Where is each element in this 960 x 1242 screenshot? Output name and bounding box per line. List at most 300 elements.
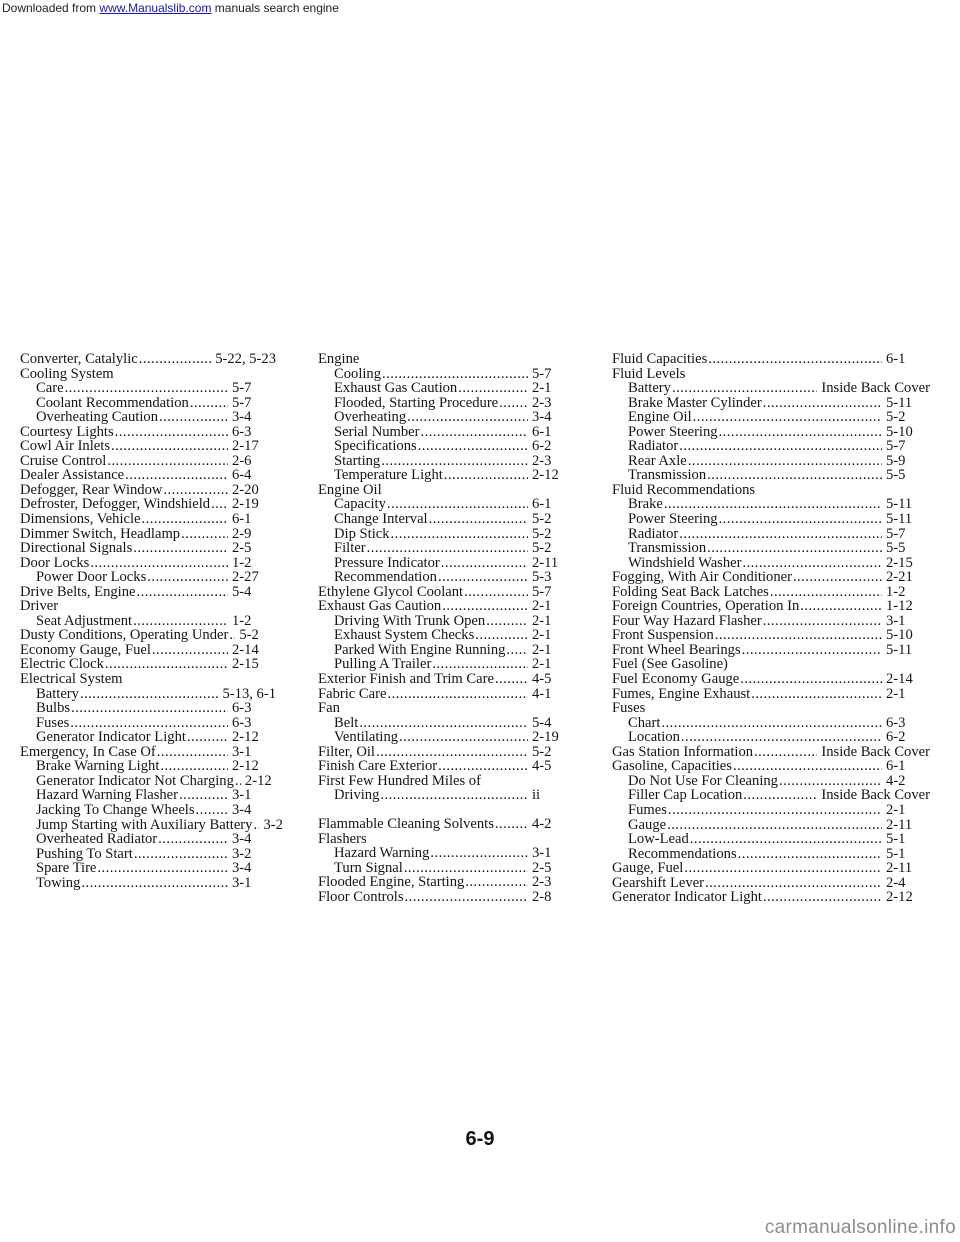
entry-label: Defroster, Defogger, Windshield: [20, 496, 211, 513]
entry-label: Fumes, Engine Exhaust: [612, 685, 751, 702]
entry-label: Transmission: [628, 467, 707, 484]
entry-label: Engine: [318, 351, 360, 367]
index-subentry: [20, 614, 276, 629]
index-entry: [612, 570, 930, 585]
entry-label: Capacity: [334, 496, 386, 513]
dot-leader: [253, 818, 259, 833]
dot-leader: [157, 745, 228, 760]
entry-page-ref: 5-22, 5-23: [215, 351, 276, 367]
entry-page-ref: 5-7: [886, 525, 906, 542]
index-entry: [20, 439, 276, 454]
entry-label: Exhaust System Checks: [334, 627, 475, 644]
entry-label: Turn Signal: [334, 859, 403, 876]
index-subentry: [20, 410, 276, 425]
entry-label: Recommendations: [628, 845, 737, 862]
entry-page-ref: 5-7: [532, 365, 552, 382]
entry-page-ref: 5-11: [886, 394, 913, 411]
index-entry: [20, 745, 276, 760]
entry-label: Directional Signals: [20, 540, 133, 557]
entry-label: Cooling: [334, 365, 382, 382]
entry-label: Dimmer Switch, Headlamp: [20, 525, 181, 542]
dot-leader: [387, 687, 528, 702]
dot-leader: [763, 396, 882, 411]
dot-leader: [499, 396, 528, 411]
dot-leader: [464, 585, 528, 600]
index-subentry: [612, 803, 930, 818]
entry-label: Coolant Recommendation: [36, 394, 189, 411]
dot-leader: [387, 497, 528, 512]
entry-page-ref: 5-13, 6-1: [222, 685, 276, 702]
manualslib-link[interactable]: www.Manualslib.com: [99, 1, 212, 15]
index-subentry: [20, 816, 283, 833]
entry-page-ref: 3-1: [232, 787, 252, 804]
entry-label: Change Interval: [334, 511, 428, 528]
dot-leader: [97, 861, 228, 876]
download-source-bar: [0, 0, 960, 18]
index-subentry: [318, 861, 576, 876]
dot-leader: [708, 352, 882, 367]
entry-page-ref: 3-4: [232, 831, 252, 848]
index-subentry: [318, 381, 576, 396]
dot-leader: [707, 541, 882, 556]
dot-leader: [142, 512, 228, 527]
dot-leader: [125, 468, 228, 483]
index-column-2: [318, 352, 576, 904]
entry-label: Dimensions, Vehicle: [20, 511, 141, 528]
site-watermark: carmanualsonline.info: [764, 1217, 956, 1238]
dot-leader: [672, 381, 817, 396]
entry-label: Rear Axle: [628, 452, 687, 469]
dot-leader: [137, 585, 228, 600]
dot-leader: [107, 454, 228, 469]
entry-label: Fumes: [628, 801, 667, 818]
entry-page-ref: 5-7: [532, 583, 552, 600]
entry-label: Flammable Cleaning Solvents: [318, 815, 494, 832]
dot-leader: [444, 468, 528, 483]
entry-page-ref: 5-4: [232, 583, 252, 600]
entry-label: Engine Oil: [318, 481, 382, 498]
entry-label: Economy Gauge, Fuel: [20, 641, 151, 658]
index-subentry: [612, 847, 930, 862]
dot-leader: [405, 890, 528, 905]
entry-page-ref: 5-3: [532, 569, 552, 586]
dot-leader: [688, 454, 882, 469]
index-subentry: [612, 730, 930, 745]
dot-leader: [458, 381, 528, 396]
entry-label: Fuses: [36, 714, 70, 731]
dot-leader: [668, 803, 882, 818]
entry-page-ref: 2-1: [532, 612, 552, 629]
index-entry: [20, 352, 276, 367]
dot-leader: [742, 643, 882, 658]
entry-page-ref: 2-3: [532, 394, 552, 411]
dot-leader: [134, 847, 228, 862]
index-subentry: [612, 410, 930, 425]
entry-label: Dusty Conditions, Operating Under: [20, 627, 229, 644]
entry-label: Driving: [334, 787, 380, 804]
entry-page-ref: ii: [532, 787, 541, 804]
index-entry: [20, 454, 276, 469]
dot-leader: [367, 541, 528, 556]
dot-leader: [432, 657, 528, 672]
dot-leader: [70, 716, 228, 731]
entry-page-ref: 5-1: [886, 845, 906, 862]
entry-label: Brake Master Cylinder: [628, 394, 762, 411]
index-entry: [612, 628, 930, 643]
entry-page-ref: 3-1: [232, 743, 252, 760]
dot-leader: [65, 381, 228, 396]
dot-leader: [196, 803, 228, 818]
index-subentry: [318, 788, 576, 803]
entry-label: Finish Care Exterior: [318, 758, 438, 775]
dot-leader: [667, 818, 882, 833]
index-subentry: [20, 861, 276, 876]
dot-leader: [163, 483, 228, 498]
entry-page-ref: 2-11: [886, 816, 913, 833]
entry-label: Electrical System: [20, 671, 123, 688]
index-subentry: [318, 556, 576, 571]
entry-page-ref: Inside Back Cover: [821, 380, 930, 397]
entry-label: Generator Indicator Light: [36, 729, 186, 746]
entry-label: Belt: [334, 714, 359, 731]
entry-page-ref: 2-3: [532, 874, 552, 891]
index-entry: [612, 876, 930, 891]
entry-page-ref: 2-20: [232, 481, 259, 498]
entry-page-ref: 5-7: [232, 394, 252, 411]
entry-page-ref: 2-3: [532, 452, 552, 469]
entry-page-ref: 4-5: [532, 758, 552, 775]
dot-leader: [684, 861, 882, 876]
entry-page-ref: 2-1: [532, 598, 552, 615]
entry-label: Fuel (See Gasoline): [612, 656, 728, 673]
entry-label: Flooded, Starting Procedure: [334, 394, 499, 411]
dot-leader: [441, 556, 528, 571]
dot-leader: [71, 701, 228, 716]
dot-leader: [763, 890, 882, 905]
index-subentry: [612, 439, 930, 454]
entry-page-ref: 2-12: [232, 758, 259, 775]
entry-label: Filter, Oil: [318, 743, 375, 760]
entry-page-ref: 4-2: [532, 815, 552, 832]
index-subentry: [612, 425, 930, 440]
dot-leader: [679, 527, 882, 542]
index-subentry: [318, 570, 576, 585]
entry-label: Converter, Catalylic: [20, 351, 138, 367]
index-subentry: [612, 788, 930, 803]
dot-leader: [190, 396, 228, 411]
entry-page-ref: 1-2: [232, 554, 252, 571]
index-column-3: [612, 352, 930, 905]
entry-page-ref: 5-9: [886, 452, 906, 469]
index-entry: [20, 643, 276, 658]
entry-label: Temperature Light: [334, 467, 443, 484]
page-number: 6-9: [465, 1128, 495, 1150]
entry-page-ref: 6-3: [886, 714, 906, 731]
index-subentry: [318, 846, 576, 861]
entry-label: Dealer Assistance: [20, 467, 125, 484]
entry-label: Battery: [36, 685, 79, 702]
index-subentry: [20, 832, 276, 847]
index-subentry: [612, 774, 930, 789]
index-subentry: [612, 541, 930, 556]
dot-leader: [681, 730, 882, 745]
index-heading: [318, 774, 576, 789]
index-entry: [20, 527, 276, 542]
dot-leader: [763, 614, 882, 629]
index-entry: [318, 585, 576, 600]
entry-page-ref: 3-4: [232, 409, 252, 426]
index-subentry: [20, 876, 276, 891]
entry-page-ref: 5-7: [232, 380, 252, 397]
index-entry: [20, 468, 276, 483]
dot-leader: [159, 410, 228, 425]
entry-label: Defogger, Rear Window: [20, 481, 163, 498]
entry-page-ref: 2-9: [232, 525, 252, 542]
entry-label: Towing: [36, 874, 81, 891]
entry-label: Fuses: [612, 700, 646, 717]
entry-label: Exhaust Gas Caution: [334, 380, 458, 397]
entry-page-ref: 6-2: [532, 438, 552, 455]
entry-label: Overheating: [334, 409, 407, 426]
dot-leader: [133, 614, 228, 629]
entry-page-ref: 2-19: [532, 729, 559, 746]
dot-leader: [111, 439, 228, 454]
dot-leader: [90, 556, 228, 571]
index-subentry: [612, 818, 930, 833]
index-heading: [318, 352, 576, 367]
index-entry: [318, 687, 576, 702]
index-heading: [318, 483, 576, 498]
entry-page-ref: 2-1: [886, 685, 906, 702]
dot-leader: [380, 788, 528, 803]
entry-page-ref: 5-2: [239, 627, 259, 644]
entry-page-ref: 2-17: [232, 438, 259, 455]
entry-page-ref: 3-1: [886, 612, 906, 629]
entry-label: Exhaust Gas Caution: [318, 598, 442, 615]
dot-leader: [376, 745, 528, 760]
entry-label: Floor Controls: [318, 888, 404, 905]
entry-label: Radiator: [628, 525, 679, 542]
entry-label: Hazard Warning: [334, 845, 430, 862]
index-subentry: [612, 468, 930, 483]
dot-leader: [438, 570, 528, 585]
index-entry: [318, 599, 576, 614]
entry-label: Courtesy Lights: [20, 423, 114, 440]
dot-leader: [442, 599, 528, 614]
index-entry: [612, 861, 930, 876]
index-entry: [318, 672, 576, 687]
index-subentry: [20, 716, 276, 731]
index-subentry: [612, 497, 930, 512]
entry-page-ref: 1-2: [886, 583, 906, 600]
index-heading: [20, 672, 276, 687]
index-subentry: [20, 687, 276, 702]
entry-label: Jacking To Change Wheels: [36, 801, 195, 818]
entry-label: Jump Starting with Auxiliary Battery: [36, 816, 253, 833]
index-subentry: [20, 381, 276, 396]
index-heading: [318, 701, 576, 716]
dot-leader: [235, 774, 241, 789]
index-subentry: [318, 614, 576, 629]
dot-leader: [421, 425, 528, 440]
index-subentry: [318, 454, 576, 469]
index-entry: [612, 890, 930, 905]
entry-label: Fluid Recommendations: [612, 481, 756, 498]
index-subentry: [318, 410, 576, 425]
entry-label: Location: [628, 729, 680, 746]
index-heading: [20, 599, 276, 614]
entry-page-ref: 1-12: [886, 598, 913, 615]
dot-leader: [187, 730, 228, 745]
entry-label: Overheated Radiator: [36, 831, 158, 848]
entry-page-ref: 6-3: [232, 700, 252, 717]
dot-leader: [740, 672, 882, 687]
entry-page-ref: 5-2: [532, 540, 552, 557]
entry-page-ref: 2-8: [532, 888, 552, 905]
index-entry: [612, 585, 930, 600]
entry-label: Overheating Caution: [36, 409, 158, 426]
entry-label: Foreign Countries, Operation In: [612, 598, 800, 615]
dot-leader: [486, 614, 528, 629]
index-heading: [612, 657, 930, 672]
dot-leader: [733, 759, 882, 774]
entry-page-ref: 2-15: [232, 656, 259, 673]
dot-leader: [139, 352, 211, 367]
entry-page-ref: 5-7: [886, 438, 906, 455]
index-subentry: [612, 556, 930, 571]
index-entry: [612, 614, 930, 629]
entry-label: Cruise Control: [20, 452, 107, 469]
index-heading: [20, 367, 276, 382]
entry-page-ref: 5-2: [886, 409, 906, 426]
entry-label: Pulling A Trailer: [334, 656, 432, 673]
entry-page-ref: 3-1: [532, 845, 552, 862]
entry-page-ref: 2-1: [532, 380, 552, 397]
entry-label: Cooling System: [20, 365, 114, 382]
entry-page-ref: 4-2: [886, 772, 906, 789]
index-subentry: [612, 381, 930, 396]
dot-leader: [399, 730, 528, 745]
index-entry: [20, 585, 276, 600]
index-entry: [612, 745, 930, 760]
entry-label: Engine Oil: [628, 409, 692, 426]
dot-leader: [719, 425, 882, 440]
dot-leader: [229, 628, 235, 643]
index-entry: [20, 425, 276, 440]
dot-leader: [690, 832, 882, 847]
entry-page-ref: 2-14: [886, 671, 913, 688]
entry-label: Do Not Use For Cleaning: [628, 772, 778, 789]
index-subentry: [318, 367, 576, 382]
index-heading: [612, 701, 930, 716]
entry-page-ref: 3-2: [232, 845, 252, 862]
dot-leader: [743, 788, 817, 803]
entry-page-ref: 2-15: [886, 554, 913, 571]
entry-page-ref: 4-1: [532, 685, 552, 702]
dot-leader: [800, 599, 882, 614]
entry-label: Serial Number: [334, 423, 420, 440]
dot-leader: [738, 847, 882, 862]
entry-page-ref: 3-4: [232, 860, 252, 877]
entry-label: Low-Lead: [628, 831, 689, 848]
entry-label: Specifications: [334, 438, 417, 455]
index-subentry: [318, 439, 576, 454]
entry-page-ref: 5-10: [886, 627, 913, 644]
index-heading: [612, 483, 930, 498]
index-entry: [20, 657, 276, 672]
index-subentry: [318, 497, 576, 512]
entry-page-ref: 2-5: [532, 859, 552, 876]
entry-page-ref: 2-11: [886, 860, 913, 877]
index-entry: [20, 512, 276, 527]
entry-label: Filler Cap Location: [628, 787, 743, 804]
dot-leader: [211, 497, 228, 512]
entry-label: Recommendation: [334, 569, 437, 586]
entry-label: Brake Warning Light: [36, 758, 160, 775]
index-subentry: [318, 425, 576, 440]
entry-label: Drive Belts, Engine: [20, 583, 136, 600]
dot-leader: [770, 585, 882, 600]
entry-page-ref: 2-21: [886, 569, 913, 586]
entry-label: Gauge: [628, 816, 667, 833]
dot-leader: [751, 687, 882, 702]
dot-leader: [81, 876, 228, 891]
index-subentry: [612, 832, 930, 847]
index-entry: [318, 759, 576, 774]
index-subentry: [20, 701, 276, 716]
dot-leader: [430, 846, 528, 861]
index-subentry: [612, 527, 930, 542]
entry-label: Generator Indicator Light: [612, 889, 762, 906]
index-entry: [318, 745, 576, 760]
entry-label: Power Steering: [628, 511, 718, 528]
entry-page-ref: 2-12: [886, 889, 913, 906]
dot-leader: [391, 527, 528, 542]
entry-label: Cowl Air Inlets: [20, 438, 110, 455]
dot-leader: [679, 439, 882, 454]
entry-label: Pressure Indicator: [334, 554, 440, 571]
dot-leader: [115, 425, 228, 440]
entry-page-ref: 2-1: [532, 641, 552, 658]
dot-leader: [705, 876, 882, 891]
index-subentry: [318, 527, 576, 542]
dot-leader: [418, 439, 528, 454]
entry-page-ref: 6-3: [232, 423, 252, 440]
dot-leader: [719, 512, 882, 527]
dot-leader: [152, 643, 228, 658]
index-subentry: [612, 716, 930, 731]
entry-label: Fluid Capacities: [612, 351, 708, 367]
dot-leader: [742, 556, 882, 571]
entry-label: Driver: [20, 598, 59, 615]
dot-leader: [147, 570, 228, 585]
download-prefix: Downloaded from: [2, 1, 97, 15]
index-subentry: [318, 730, 576, 745]
entry-page-ref: 4-5: [532, 671, 552, 688]
entry-label: Folding Seat Back Latches: [612, 583, 769, 600]
index-entry: [612, 687, 930, 702]
entry-label: Starting: [334, 452, 381, 469]
entry-page-ref: 3-2: [263, 816, 283, 833]
index-subentry: [20, 803, 276, 818]
dot-leader: [382, 367, 528, 382]
entry-page-ref: Inside Back Cover: [821, 743, 930, 760]
entry-page-ref: 6-1: [886, 758, 906, 775]
entry-page-ref: 2-12: [232, 729, 259, 746]
dot-leader: [779, 774, 882, 789]
entry-page-ref: 6-4: [232, 467, 252, 484]
entry-page-ref: 5-11: [886, 496, 913, 513]
